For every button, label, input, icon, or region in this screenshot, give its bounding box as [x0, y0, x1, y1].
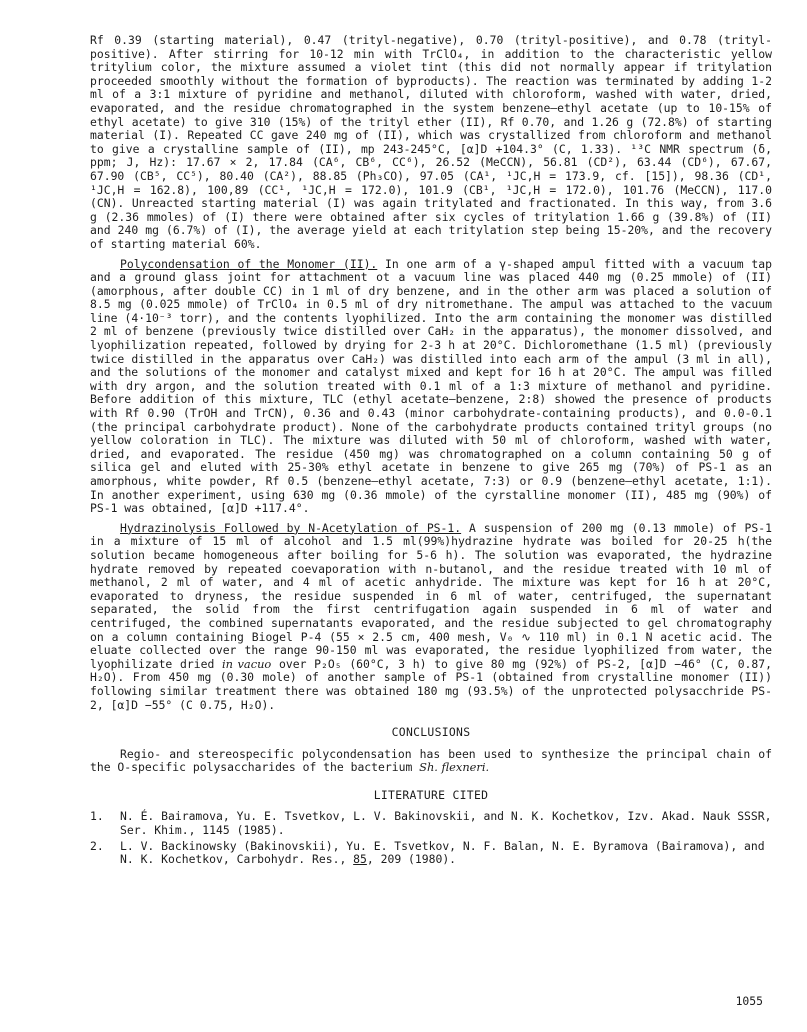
hydrazinolysis-italic-term: in vacuo: [222, 656, 272, 671]
conclusions-heading: CONCLUSIONS: [391, 725, 471, 740]
polycondensation-body: In one arm of a γ-shaped ampul fitted with a vacuum tap and a ground glass joint for attachment ot a vacuum line was placed 440 mg (0.25 mmole) of (II) (amorphous, after double CC) in 1 ml of dry benzene, and in the other arm was placed a solution of 8.5 mg (0.025 mmole) of TrClO₄ in 0.5 ml of dry nitromethane. The ampul was attached to the vacuum line (4·10⁻³ torr), and the contents lyophilized. Into the arm containing the monomer was distilled 2 ml of benzene (previously twice distilled over CaH₂ in the apparatus), the monomer dissolved, and lyophilization repeated, followed by drying for 2-3 h at 20°C. Dichloromethane (1.5 ml) (previously twice distilled in the apparatus over CaH₂) was distilled into each arm of the ampul (3 ml in all), and the solutions of the monomer and catalyst mixed and kept for 16 h at 20°C. The ampul was filled with dry argon, and the solution treated with 0.1 ml of a 1:3 mixture of methanol and pyridine. Before addition of this mixture, TLC (ethyl acetate—benzene, 2:8) showed the presence of products with Rf 0.90 (TrOH and TrCN), 0.36 and 0.43 (minor carbohydrate-containing products), and 0.0-0.1 (the principal carbohydrate product). None of the carbohydrate products contained trityl groups (no yellow coloration in TLC). The mixture was diluted with 50 ml of chloroform, washed with water, dried, and evaporated. The residue (450 mg) was chromatographed on a column containing 50 g of silica gel and eluted with 25-30% ethyl acetate in benzene to give 265 mg (70%) of PS-1 as an amorphous, white powder, Rf 0.5 (benzene—ethyl acetate, 7:3) or 0.9 (benzene—ethyl acetate, 1:1). In another experiment, using 630 mg (0.36 mmole) of the cyrstalline monomer (II), 485 mg (90%) of PS-1 was obtained, [α]D +117.4°.: [90, 256, 772, 516]
paragraph-tritylation-results: Rf 0.39 (starting material), 0.47 (trityl-negative), 0.70 (trityl-positive), and 0.78 (trityl-positive). After stirring for 10-12 min with TrClO₄, in addition to the characteristic yellow tritylium color, the mixture assumed a violet tint (this did not normally appear if tritylation proceeded smoothly without the formation of byproducts). The reaction was terminated by adding 1-2 ml of a 3:1 mixture of pyridine and methanol, diluted with chloroform, washed with water, dried, evaporated, and the residue chromatographed in the system benzene—ethyl acetate (up to 10-15% of ethyl acetate) to give 310 (15%) of the trityl ether (II), Rf 0.70, and 1.26 g (72.8%) of starting material (I). Repeated CC gave 240 mg of (II), which was crystallized from chloroform and methanol to give a crystalline sample of (II), mp 243-245°C, [α]D +104.3° (C, 1.33). ¹³C NMR spectrum (δ, ppm; J, Hz): 17.67 × 2, 17.84 (CA⁶, CB⁶, CC⁶), 26.52 (MeCCN), 56.81 (CD²), 63.44 (CD⁶), 67.67, 67.90 (CB⁵, CC⁵), 80.40 (CA²), 88.85 (Ph₃CO), 97.05 (CA¹, ¹JC,H = 173.9, cf. [15]), 98.36 (CD¹, ¹JC,H = 162.8), 100,89 (CC¹, ¹JC,H = 172.0), 101.9 (CB¹, ¹JC,H = 172.0), 101.76 (MeCCN), 117.0 (CN). Unreacted starting material (I) was again tritylated and fractionated. In this way, from 3.6 g (2.36 mmoles) of (I) there were obtained after six cycles of tritylation 1.66 g (39.8%) of (II) and 240 mg (6.7%) of (I), the average yield at each tritylation step being 15-20%, and the recovery of starting material 60%.: [90, 33, 772, 251]
paper-page: [90, 34, 772, 869]
reference-text-a: L. V. Backinowsky (Bakinovskii), Yu. E. Tsvetkov, N. F. Balan, N. E. Byramova (Bairamova), and N. K. Kochetkov, Carbohydr. Res.,: [120, 838, 765, 867]
reference-text-b: , 209 (1980).: [366, 852, 457, 867]
conclusions-text: [90, 748, 772, 775]
reference-item: [90, 838, 772, 867]
hydrazinolysis-body: A suspension of 200 mg (0.13 mmole) of PS-1 in a mixture of 15 ml of alcohol and 1.5 ml(99%)hydrazine hydrate was boiled for 20-25 h(the solution became homogeneous after boiling for 5-6 h). The solution was evaporated, the hydrazine hydrate removed by repeated coevaporation with n-butanol, and the residue treated with 10 ml of methanol, 2 ml of water, and 4 ml of acetic anhydride. The mixture was kept for 16 h at 20°C, evaporated to dryness, the residue suspended in 6 ml of water, centrifuged, the supernatant separated, the solid from the first centrifugation again suspended in 6 ml of water and centrifuged, the combined supernatants evaporated, and the residue subjected to gel chromatography on a column containing Biogel P-4 (55 × 2.5 cm, 400 mesh, V₀ ∿ 110 ml) in 0.1 N acetic acid. The eluate collected over the range 90-150 ml was evaporated, the residue lyophilized from water, the lyophilizate dried: [90, 520, 772, 671]
reference-number: 1.: [90, 809, 104, 824]
reference-number: 2.: [90, 838, 104, 853]
hydrazinolysis-tail: over P₂O₅ (60°C, 3 h) to give 80 mg (92%) of PS-2, [α]D −46° (C, 0.87, H₂O). From 450 mg (0.30 mole) of another sample of PS-1 (obtained from crystalline monomer (II)) following similar treatment there was obtained 180 mg (93.5%) of the unprotected polysacchride PS-2, [α]D −55° (C 0.75, H₂O).: [90, 656, 772, 712]
reference-text: N. É. Bairamova, Yu. E. Tsvetkov, L. V. Bakinovskii, and N. K. Kochetkov, Izv. Akad. Nauk SSSR, Ser. Khim., 1145 (1985).: [120, 809, 772, 838]
reference-volume: 85: [353, 852, 367, 867]
reference-text: [120, 840, 772, 867]
section-title-hydrazinolysis: Hydrazinolysis Followed by N-Acetylation of PS-1.: [120, 520, 462, 535]
paragraph-polycondensation: [90, 258, 772, 516]
conclusions-text-start: Regio- and stereospecific polycondensation has been used to synthesize the principal chain of the O-specific polysaccharides of the bacterium: [90, 746, 772, 775]
bacterium-name: Sh. flexneri.: [419, 760, 490, 775]
reference-item: [90, 809, 772, 838]
page-number: 1055: [735, 994, 763, 1008]
section-title-polycondensation: Polycondensation of the Monomer (II).: [120, 256, 378, 271]
literature-heading: LITERATURE CITED: [373, 787, 489, 802]
paragraph-hydrazinolysis: [90, 522, 772, 712]
reference-list: [90, 810, 772, 866]
